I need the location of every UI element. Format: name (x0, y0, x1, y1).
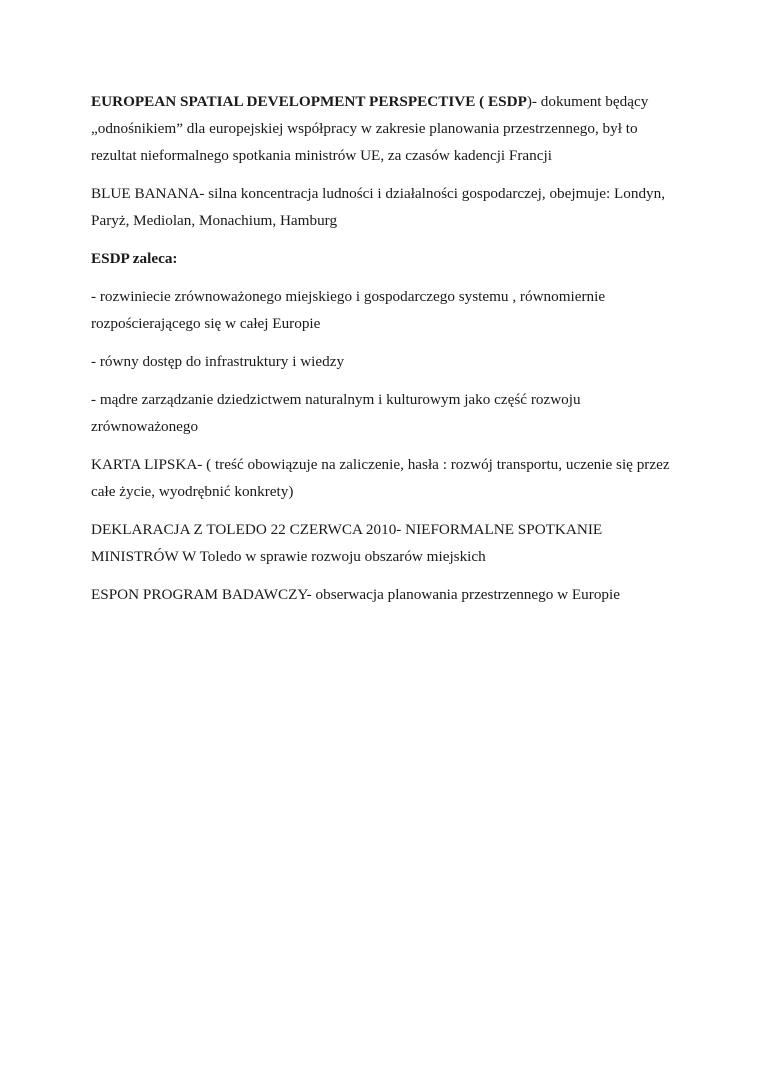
paragraph-esdp (91, 88, 676, 169)
recommendation-item-3: - mądre zarządzanie dziedzictwem naturalnym i kulturowym jako część rozwoju zrównoważonego (91, 391, 581, 435)
paragraph-toledo-declaration: DEKLARACJA Z TOLEDO 22 CZERWCA 2010- NIEFORMALNE SPOTKANIE MINISTRÓW W Toledo w sprawie rozwoju obszarów miejskich (91, 521, 603, 565)
esdp-definition: )- dokument będący „odnośnikiem” dla europejskiej współpracy w zakresie planowania przestrzennego, był to rezultat nieformalnego spotkania ministrów UE, za czasów kadencji Francji (91, 93, 649, 164)
paragraph-espon: ESPON PROGRAM BADAWCZY- obserwacja planowania przestrzennego w Europie (91, 586, 620, 603)
esdp-term: EUROPEAN SPATIAL DEVELOPMENT PERSPECTIVE ( ESDP (91, 93, 527, 110)
paragraph-blue-banana: BLUE BANANA- silna koncentracja ludności i działalności gospodarczej, obejmuje: Londyn, Paryż, Mediolan, Monachium, Hamburg (91, 185, 666, 229)
recommends-heading: ESDP zaleca: (91, 250, 178, 267)
document-body (91, 88, 676, 619)
recommendation-item-2: - równy dostęp do infrastruktury i wiedzy (91, 353, 345, 370)
recommendation-item-1: - rozwiniecie zrównoważonego miejskiego i gospodarczego systemu , równomiernie rozpościerającego się w całej Europie (91, 288, 606, 332)
paragraph-karta-lipska: KARTA LIPSKA- ( treść obowiązuje na zaliczenie, hasła : rozwój transportu, uczenie się przez całe życie, wyodrębnić konkrety) (91, 456, 670, 500)
